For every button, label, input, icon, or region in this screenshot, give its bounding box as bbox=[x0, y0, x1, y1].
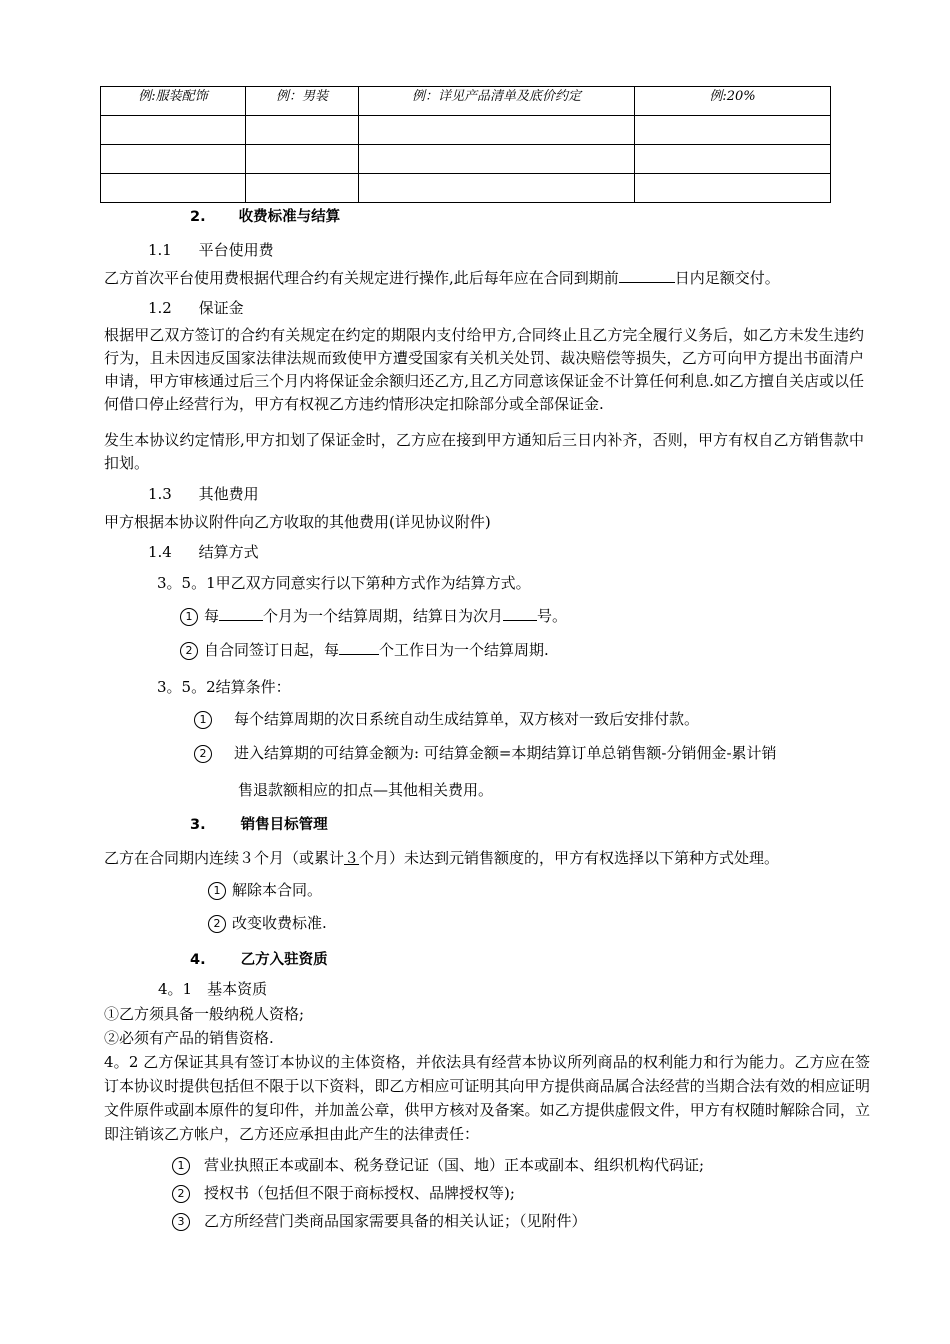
table-cell: 例：男装 bbox=[246, 87, 359, 116]
text-fragment: 进入结算期的可结算金额为: 可结算金额=本期结算订单总销售额-分销佣金-累计销 bbox=[234, 744, 777, 762]
fill-blank[interactable] bbox=[503, 606, 537, 621]
table-cell: 例:20% bbox=[635, 87, 831, 116]
subsection-number: 1.2 bbox=[148, 299, 172, 317]
settlement-condition-2 bbox=[194, 743, 777, 763]
table-cell bbox=[101, 174, 246, 203]
paragraph-text: 发生本协议约定情形,甲方扣划了保证金时，乙方应在接到甲方通知后三日内补齐，否则，甲方有权自乙方销售款中扣划。 bbox=[104, 431, 864, 472]
text-fragment: 乙方首次平台使用费根据代理合约有关规定进行操作,此后每年应在合同到期前 bbox=[104, 269, 619, 287]
settlement-condition-1 bbox=[194, 709, 699, 729]
subsection-title: 保证金 bbox=[198, 299, 244, 317]
settlement-condition-2-cont: 售退款额相应的扣点—其他相关费用。 bbox=[238, 781, 494, 799]
text-fragment: 解除本合同。 bbox=[232, 881, 323, 899]
section-4-heading bbox=[190, 950, 328, 970]
section-number: 3. bbox=[190, 817, 206, 833]
deposit-paragraph-2 bbox=[104, 429, 864, 475]
section-number: 4. bbox=[190, 952, 206, 968]
text-fragment: 营业执照正本或副本、税务登记证（国、地）正本或副本、组织机构代码证; bbox=[204, 1156, 705, 1174]
text-fragment: 乙方所经营门类商品国家需要具备的相关认证；（见附件） bbox=[204, 1212, 587, 1230]
circled-number-marker: 2 bbox=[208, 915, 226, 933]
subsection-1-1-heading bbox=[148, 240, 274, 260]
circled-number-marker: 2 bbox=[172, 1185, 190, 1203]
required-document-3 bbox=[172, 1211, 587, 1231]
text-fragment: 改变收费标准. bbox=[232, 914, 327, 932]
subsection-title: 其他费用 bbox=[198, 485, 259, 503]
circled-number-marker: 3 bbox=[172, 1213, 190, 1231]
circled-number-marker: 2 bbox=[180, 642, 198, 660]
settlement-option-1 bbox=[180, 606, 567, 626]
text-fragment: 号。 bbox=[537, 607, 568, 625]
other-fees-text: 甲方根据本协议附件向乙方收取的其他费用(详见协议附件) bbox=[104, 513, 491, 531]
fill-blank[interactable] bbox=[339, 640, 379, 655]
section-title: 乙方入驻资质 bbox=[240, 952, 328, 968]
qualification-2: ②必须有产品的销售资格. bbox=[104, 1029, 274, 1047]
table-cell bbox=[246, 145, 359, 174]
text-fragment: 日内足额交付。 bbox=[674, 269, 780, 287]
section-number: 2. bbox=[190, 209, 206, 225]
text-fragment: 个工作日为一个结算周期. bbox=[379, 641, 549, 659]
table-cell bbox=[635, 174, 831, 203]
table-row bbox=[101, 145, 831, 174]
subsection-number: 1.1 bbox=[148, 241, 172, 259]
table-cell bbox=[359, 145, 635, 174]
platform-fee-text bbox=[104, 268, 780, 288]
circled-number-marker: 1 bbox=[180, 608, 198, 626]
text-fragment: 自合同签订日起，每 bbox=[204, 641, 340, 659]
category-table bbox=[100, 86, 831, 203]
section-3-heading bbox=[190, 815, 328, 835]
clause-3-5-2: 3。5。2结算条件： bbox=[157, 678, 291, 696]
clause-3-5-1: 3。5。1甲乙双方同意实行以下第种方式作为结算方式。 bbox=[157, 574, 531, 592]
subsection-title: 结算方式 bbox=[198, 543, 259, 561]
text-fragment: 每个结算周期的次日系统自动生成结算单，双方核对一致后安排付款。 bbox=[234, 710, 700, 728]
fill-blank[interactable] bbox=[619, 268, 675, 283]
table-row bbox=[101, 87, 831, 116]
subsection-number: 1.4 bbox=[148, 543, 172, 561]
circled-number-marker: 1 bbox=[208, 882, 226, 900]
table-cell bbox=[635, 145, 831, 174]
subsection-title: 平台使用费 bbox=[198, 241, 274, 259]
required-document-1 bbox=[172, 1155, 704, 1175]
text-fragment: 个月）未达到元销售额度的，甲方有权选择以下第种方式处理。 bbox=[359, 849, 780, 867]
table-row bbox=[101, 116, 831, 145]
table-cell bbox=[359, 174, 635, 203]
fill-blank[interactable] bbox=[219, 606, 263, 621]
table-row bbox=[101, 174, 831, 203]
sales-target-option-1 bbox=[208, 880, 322, 900]
table-cell: 例：详见产品清单及底价约定 bbox=[359, 87, 635, 116]
table-cell bbox=[101, 116, 246, 145]
circled-number-marker: 1 bbox=[172, 1157, 190, 1175]
clause-4-1: 4。1 基本资质 bbox=[158, 980, 268, 998]
circled-number-marker: 1 bbox=[194, 711, 212, 729]
underlined-number: ３ bbox=[344, 849, 360, 867]
table-cell bbox=[101, 145, 246, 174]
text-fragment: 授权书（包括但不限于商标授权、品牌授权等); bbox=[204, 1184, 515, 1202]
required-document-2 bbox=[172, 1183, 515, 1203]
settlement-option-2 bbox=[180, 640, 549, 660]
text-fragment: 乙方在合同期内连续３个月（或累计 bbox=[104, 849, 345, 867]
subsection-number: 1.3 bbox=[148, 485, 172, 503]
qualification-1: ①乙方须具备一般纳税人资格; bbox=[104, 1005, 305, 1023]
sales-target-text bbox=[104, 848, 779, 868]
text-fragment: 每 bbox=[204, 607, 220, 625]
text-fragment: 个月为一个结算周期，结算日为次月 bbox=[263, 607, 504, 625]
clause-4-2: 4。2 乙方保证其具有签订本协议的主体资格，并依法具有经营本协议所列商品的权利能力和行为能力。乙方应在签订本协议时提供包括但不限于以下资料，即乙方相应可证明其向甲方提供商品属合法经营的当期合法有效的相应证明文件原件或副本原件的复印件，并加盖公章，供甲方核对及备案。如乙方提供虚假文件，甲方有权随时解除合同，立即注销该乙方帐户，乙方还应承担由此产生的法律责任： bbox=[104, 1053, 870, 1143]
subsection-1-4-heading bbox=[148, 542, 259, 562]
table-cell bbox=[359, 116, 635, 145]
subsection-1-2-heading bbox=[148, 298, 244, 318]
subsection-1-3-heading bbox=[148, 484, 259, 504]
section-title: 销售目标管理 bbox=[240, 817, 328, 833]
table-cell bbox=[635, 116, 831, 145]
section-title: 收费标准与结算 bbox=[238, 209, 341, 225]
sales-target-option-2 bbox=[208, 913, 327, 933]
table-cell: 例:服装配饰 bbox=[101, 87, 246, 116]
table-cell bbox=[246, 116, 359, 145]
circled-number-marker: 2 bbox=[194, 745, 212, 763]
section-2-heading bbox=[190, 207, 340, 227]
deposit-paragraph-1: 根据甲乙双方签订的合约有关规定在约定的期限内支付给甲方,合同终止且乙方完全履行义务后，如乙方未发生违约行为，且未因违反国家法律法规而致使甲方遭受国家有关机关处罚、裁决赔偿等损失，乙方可向甲方提出书面清户申请，甲方审核通过后三个月内将保证金余额归还乙方,且乙方同意该保证金不计算任何利息.如乙方擅自关店或以任何借口停止经营行为，甲方有权视乙方违约情形决定扣除部分或全部保证金. bbox=[104, 326, 864, 413]
table-cell bbox=[246, 174, 359, 203]
